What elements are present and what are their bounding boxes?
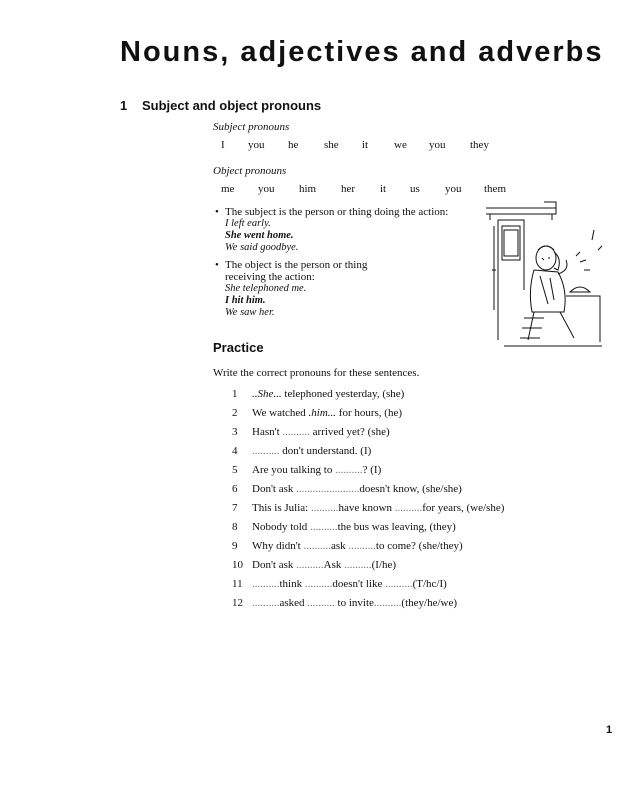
- pronoun: you: [248, 139, 265, 151]
- pronoun: it: [380, 183, 387, 195]
- item-text: Why didn't: [252, 540, 304, 552]
- item-text: Ask: [323, 559, 345, 571]
- item-answer: .him...: [308, 407, 337, 419]
- section-heading: [120, 98, 321, 113]
- item-text: arrived yet? (she): [309, 426, 390, 438]
- practice-instructions: Write the correct pronouns for these sentences.: [213, 367, 420, 379]
- exercise-item: [232, 464, 381, 476]
- item-text: doesn't like: [332, 578, 386, 590]
- item-text: have known: [338, 502, 395, 514]
- answer-blank[interactable]: [252, 597, 280, 609]
- pronoun: it: [362, 139, 369, 151]
- exercise-item: [232, 578, 447, 590]
- shelf-outline: [486, 208, 556, 214]
- exercise-item: [232, 597, 457, 609]
- item-number: 2: [232, 407, 238, 419]
- bullet-subject: [215, 206, 490, 254]
- item-text: to invite: [334, 597, 374, 609]
- item-number: 1: [232, 388, 238, 400]
- item-text: (they/he/we): [401, 597, 457, 609]
- pronoun: her: [341, 183, 356, 195]
- answer-blank[interactable]: [311, 502, 339, 514]
- subject-pronouns-row: [0, 139, 638, 153]
- item-number: 11: [232, 578, 243, 590]
- item-text: We watched: [252, 407, 309, 419]
- item-text: think: [279, 578, 305, 590]
- answer-blank[interactable]: [348, 540, 376, 552]
- item-number: 4: [232, 445, 238, 457]
- answer-blank[interactable]: [335, 464, 363, 476]
- item-text: Don't ask: [252, 483, 297, 495]
- example: I hit him.: [225, 295, 266, 306]
- item-text: (T/hc/I): [412, 578, 447, 590]
- item-number: 9: [232, 540, 238, 552]
- pronoun: them: [484, 183, 506, 195]
- man-torso: [530, 270, 565, 312]
- answer-blank[interactable]: [296, 559, 324, 571]
- example: I left early.: [225, 218, 271, 229]
- page-number: 1: [606, 724, 613, 736]
- item-text: the bus was leaving, (they): [337, 521, 456, 533]
- exercise-item: [232, 426, 390, 438]
- pronoun: he: [288, 139, 299, 151]
- pronoun: I: [221, 139, 225, 151]
- bullet-text: receiving the action:: [225, 271, 315, 283]
- pronoun: me: [221, 183, 235, 195]
- exercise-item: [232, 445, 371, 457]
- answer-blank[interactable]: [374, 597, 402, 609]
- section-number: 1: [120, 98, 128, 113]
- answer-blank[interactable]: [252, 445, 280, 457]
- answer-blank[interactable]: [303, 540, 331, 552]
- bullet-text: The subject is the person or thing doing the action:: [225, 206, 449, 218]
- item-text: don't understand. (I): [279, 445, 372, 457]
- item-answer: ..She...: [252, 388, 282, 400]
- telephone-base: [570, 287, 590, 292]
- pronoun: you: [258, 183, 275, 195]
- item-text: Nobody told: [252, 521, 311, 533]
- bullet-object: [215, 259, 490, 319]
- item-number: 5: [232, 464, 238, 476]
- item-text: Hasn't: [252, 426, 283, 438]
- exercise-item: [232, 540, 463, 552]
- chapter-title: Nouns, adjectives and adverbs: [120, 36, 604, 68]
- exercise-item: [232, 502, 504, 514]
- pronoun: they: [470, 139, 489, 151]
- example: We said goodbye.: [225, 242, 299, 253]
- item-text: asked: [279, 597, 308, 609]
- item-text: doesn't know, (she/she): [359, 483, 462, 495]
- section-title: Subject and object pronouns: [142, 98, 322, 113]
- item-number: 6: [232, 483, 238, 495]
- item-number: 12: [232, 597, 243, 609]
- pronoun: him: [299, 183, 317, 195]
- phone-receiver: [554, 252, 559, 270]
- answer-blank[interactable]: [310, 521, 338, 533]
- exercise-item: [232, 521, 456, 533]
- example: She went home.: [225, 230, 294, 241]
- side-table: [566, 296, 600, 342]
- item-text: This is Julia:: [252, 502, 311, 514]
- pronoun: us: [410, 183, 420, 195]
- answer-blank[interactable]: [305, 578, 333, 590]
- object-pronouns-label: Object pronouns: [213, 165, 287, 177]
- practice-heading: Practice: [213, 340, 264, 355]
- item-number: 7: [232, 502, 238, 514]
- item-text: for years, (we/she): [422, 502, 505, 514]
- item-text: telephoned yesterday, (she): [281, 388, 405, 400]
- answer-blank[interactable]: [307, 597, 335, 609]
- item-text: ? (I): [362, 464, 382, 476]
- answer-blank[interactable]: [252, 578, 280, 590]
- answer-blank[interactable]: [282, 426, 310, 438]
- example: She telephoned me.: [225, 283, 307, 294]
- exercise-item: [232, 388, 404, 400]
- answer-blank[interactable]: [344, 559, 372, 571]
- example: We saw her.: [225, 307, 275, 318]
- exercise-item: [232, 559, 396, 571]
- pronoun: you: [445, 183, 462, 195]
- item-text: (I/he): [371, 559, 397, 571]
- item-number: 8: [232, 521, 238, 533]
- item-text: to come? (she/they): [375, 540, 463, 552]
- pronoun: you: [429, 139, 446, 151]
- item-text: ask: [330, 540, 349, 552]
- pronoun: she: [324, 139, 339, 151]
- item-text: for hours, (he): [336, 407, 403, 419]
- exercise-item: [232, 407, 402, 419]
- exercise-item: [232, 483, 462, 495]
- object-pronouns-row: [0, 183, 638, 197]
- answer-blank[interactable]: [395, 502, 423, 514]
- answer-blank[interactable]: [385, 578, 413, 590]
- bullet-text: The object is the person or thing: [225, 259, 368, 271]
- item-text: Don't ask: [252, 559, 297, 571]
- item-number: 3: [232, 426, 238, 438]
- pronoun: we: [394, 139, 407, 151]
- bullet-dot: •: [215, 206, 219, 218]
- telephone-illustration: [484, 200, 604, 350]
- item-number: 10: [232, 559, 243, 571]
- answer-blank[interactable]: [296, 483, 359, 495]
- subject-pronouns-label: Subject pronouns: [213, 121, 290, 133]
- item-text: Are you talking to: [252, 464, 336, 476]
- bullet-dot: •: [215, 259, 219, 271]
